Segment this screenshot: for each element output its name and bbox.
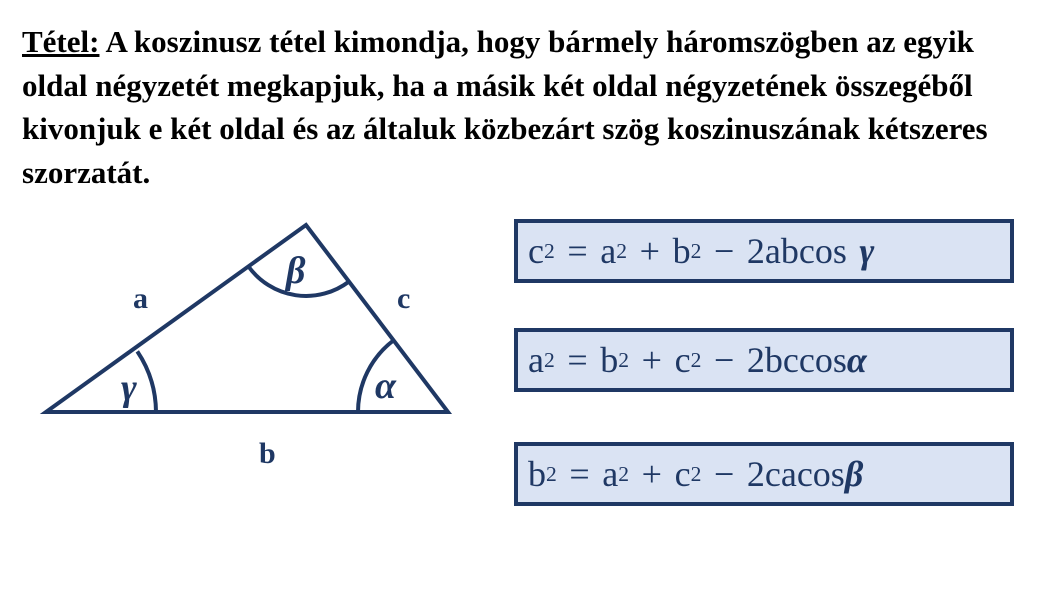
angle-label-alpha: α [375,365,397,407]
angle-label-gamma: γ [121,367,137,409]
plus-sign: + [641,454,662,494]
equals-sign: = [567,340,588,380]
minus-sign: − [713,231,735,271]
plus-sign: + [639,231,660,271]
formula-term: c [674,454,691,494]
formula-term: a [528,340,544,380]
formula-term: b [600,340,619,380]
formula-term: 2abcos [746,231,847,271]
formula-term: 2cacos [746,454,845,494]
theorem-body: A koszinusz tétel kimondja, hogy bármely háromszögben az egyik oldal négyzetét megkapjuk, ha a másik két oldal négyzetének összegéből kivonjuk e két oldal és az általuk közbezárt szög koszinuszának kétszeres szorzatát. [22,24,988,190]
formula-box-a: a 2 = b 2 + c 2 − 2bccos α [514,328,1014,392]
formula-angle: β [844,454,864,494]
theorem-lead: Tétel: [22,24,100,59]
side-label-b: b [259,437,276,470]
formula-term: c [528,231,544,271]
formula-term: a [600,231,617,271]
side-label-a: a [133,282,148,315]
formula-term: b [528,454,546,494]
minus-sign: − [713,340,735,380]
formula-angle: α [846,340,867,380]
angle-arc-gamma [137,351,156,412]
equals-sign: = [567,231,588,271]
formula-term: a [602,454,619,494]
formula-term: c [674,340,691,380]
formula-term: b [672,231,691,271]
side-label-c: c [397,282,411,315]
formula-term: 2bccos [746,340,847,380]
angle-label-beta: β [286,250,306,292]
minus-sign: − [713,454,735,494]
equals-sign: = [569,454,590,494]
formula-box-b: b 2 = a 2 + c 2 − 2cacos β [514,442,1014,506]
formula-box-c: c 2 = a 2 + b 2 − 2abcos γ [514,219,1014,283]
plus-sign: + [641,340,662,380]
formula-angle: γ [859,231,875,271]
